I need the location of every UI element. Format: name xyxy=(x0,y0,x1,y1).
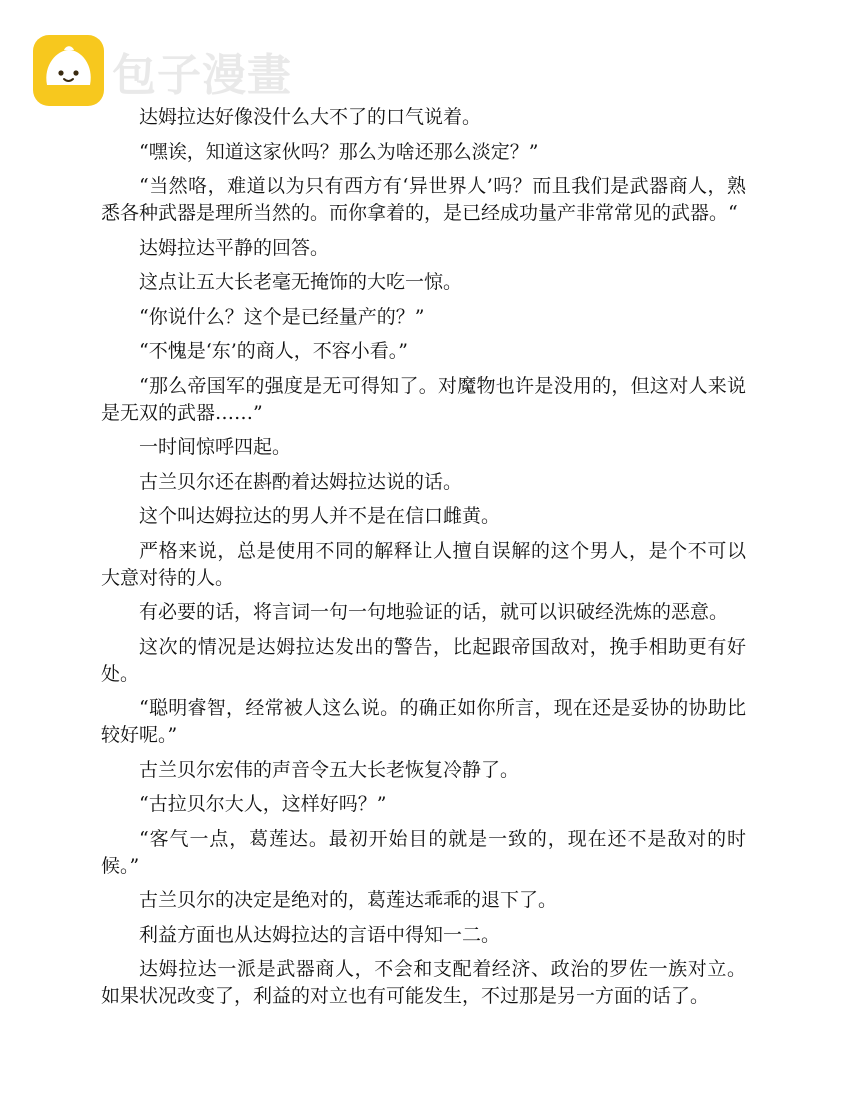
document-body xyxy=(101,104,746,1018)
paragraph: 利益方面也从达姆拉达的言语中得知一二。 xyxy=(139,923,501,946)
paragraph: “当然咯，难道以为只有西方有‘异世界人’吗？而且我们是武器商人，熟悉各种武器是理所当然的。而你拿着的，是已经成功量产非常常见的武器。“ xyxy=(101,175,746,224)
paragraph: 这个叫达姆拉达的男人并不是在信口雌黄。 xyxy=(139,505,501,527)
paragraph: 严格来说，总是使用不同的解释让人擅自误解的这个男人，是个不可以大意对待的人。 xyxy=(101,539,746,589)
paragraph: “嘿诶，知道这家伙吗？那么为啥还那么淡定？” xyxy=(139,140,539,163)
bun-face-icon xyxy=(33,35,104,106)
watermark-logo-text: 包子漫畫 xyxy=(112,49,292,101)
paragraph: 一时间惊呼四起。 xyxy=(139,436,292,458)
paragraph: “聪明睿智，经常被人这么说。的确正如你所言，现在还是妥协的协助比较好呢。” xyxy=(101,697,746,746)
paragraph: 达姆拉达一派是武器商人，不会和支配着经济、政治的罗佐一族对立。如果状况改变了，利益的对立也有可能发生，不过那是另一方面的话了。 xyxy=(101,958,746,1007)
paragraph: “客气一点，葛莲达。最初开始目的就是一致的，现在还不是敌对的时候。” xyxy=(101,827,746,877)
paragraph: “不愧是‘东’的商人，不容小看。” xyxy=(139,340,409,362)
paragraph: 达姆拉达好像没什么大不了的口气说着。 xyxy=(139,106,482,128)
paragraph: 古兰贝尔还在斟酌着达姆拉达说的话。 xyxy=(139,470,463,493)
paragraph: 古兰贝尔宏伟的声音令五大长老恢复冷静了。 xyxy=(139,758,520,781)
paragraph: 有必要的话，将言词一句一句地验证的话，就可以识破经洗炼的恶意。 xyxy=(139,601,729,623)
paragraph: 达姆拉达平静的回答。 xyxy=(139,236,330,259)
paragraph: 这点让五大长老毫无掩饰的大吃一惊。 xyxy=(139,271,463,293)
paragraph: 古兰贝尔的决定是绝对的，葛莲达乖乖的退下了。 xyxy=(139,889,558,911)
paragraph: 这次的情况是达姆拉达发出的警告，比起跟帝国敌对，挽手相助更有好处。 xyxy=(101,635,746,685)
paragraph: “古拉贝尔大人，这样好吗？” xyxy=(139,793,387,815)
paragraph: “那么帝国军的强度是无可得知了。对魔物也许是没用的，但这对人来说是无双的武器……” xyxy=(101,374,746,424)
watermark-logo xyxy=(33,35,292,106)
paragraph: “你说什么？这个是已经量产的？” xyxy=(139,305,425,328)
